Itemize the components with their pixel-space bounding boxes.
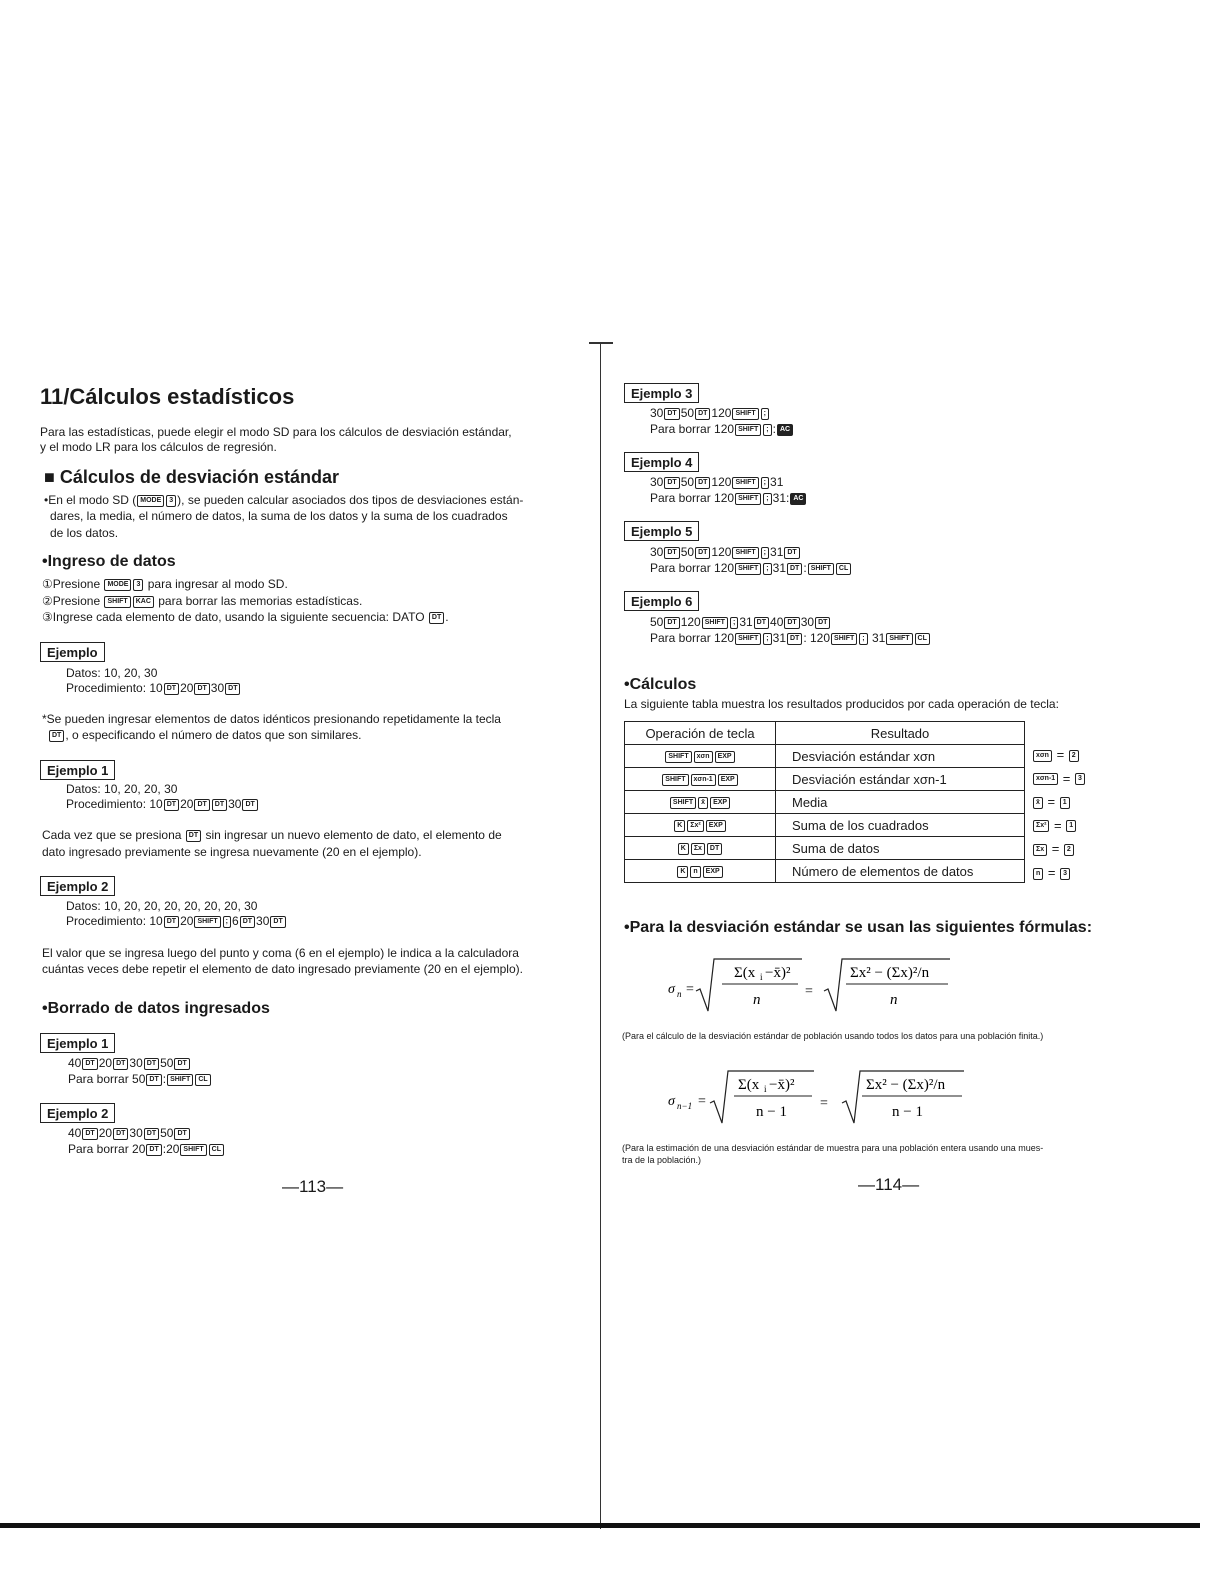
ej3-borrar: Para borrar 120 SHIFT ; : AC [650,422,794,437]
shift-key-icon: SHIFT [808,563,834,575]
digit-key-icon: 2 [1064,844,1074,856]
dt-key-icon: DT [754,617,769,629]
key-icon: xσn [1033,750,1052,762]
step-3: ③Ingrese cada elemento de dato, usando la siguiente secuencia: DATO DT . [42,610,449,624]
para-borrar-label: Para borrar [650,561,711,575]
dt-key-icon: DT [664,547,679,559]
table-header-cell: Resultado [776,722,1025,745]
dt-key-icon: DT [664,477,679,489]
side-row: Σx = 2 [1032,837,1086,861]
side-row: xσn-1 = 3 [1032,767,1086,791]
key-icon: EXP [703,866,723,878]
key-icon: EXP [710,797,730,809]
ejemplo-6-box: Ejemplo 6 [624,591,699,611]
ejemplo-2-procedimiento: Procedimiento: 10 DT 20 SHIFT ; 6 DT 30 DT [66,914,287,929]
note-1a: *Se pueden ingresar elementos de datos idénticos presionando repetidamente la tecla [42,712,501,726]
key-icon: Σx² [1033,820,1049,832]
para-borrar-label: Para borrar [68,1142,129,1156]
ejemplo-1-box: Ejemplo 1 [40,760,115,780]
digit-key-icon: 2 [1069,750,1079,762]
step-1b: para ingresar al modo SD. [147,577,288,591]
shift-key-icon: SHIFT [735,424,761,436]
semicolon-key-icon: ; [763,493,771,505]
key-icon: K [677,866,688,878]
step-2b: para borrar las memorias estadísticas. [158,594,363,608]
shift-key-icon: SHIFT [732,477,758,489]
dt-key-icon: DT [144,1128,159,1140]
dt-key-icon: DT [784,617,799,629]
para-borrar-label: Para borrar [68,1072,129,1086]
dt-key-icon: DT [194,799,209,811]
dt-key-icon: DT [82,1058,97,1070]
note-1b-text: , o especificando el número de datos que son similares. [65,728,362,742]
formula-sigma-n-1-graphic [664,1065,974,1129]
result-cell: Desviación estándar xσn-1 [776,768,1025,791]
key-3-icon: 3 [133,579,143,591]
dt-key-icon: DT [146,1144,161,1156]
dt-key-icon: DT [787,563,802,575]
ejemplo-datos: Datos: 10, 20, 30 [66,666,158,680]
cl-key-icon: CL [836,563,851,575]
mode-key-icon: MODE [137,495,164,507]
dt-key-icon: DT [784,547,799,559]
dt-key-icon: DT [270,916,285,928]
result-cell: Desviación estándar xσn [776,745,1025,768]
digit-key-icon: 3 [1075,773,1085,785]
table-header-cell: Operación de tecla [625,722,776,745]
svg-text:n: n [677,989,682,999]
shift-key-icon: SHIFT [732,547,758,559]
svg-text:=: = [698,1094,706,1109]
note-1b [48,728,362,743]
key-icon: EXP [706,820,726,832]
shift-key-icon: SHIFT [194,916,220,928]
formula-1-note: (Para el cálculo de la desviación estándar de población usando todos los datos para una población finita.) [622,1031,1044,1041]
formulas-heading: •Para la desviación estándar se usan las siguientes fórmulas: [624,919,1093,936]
ej5-seq: 30 DT 50 DT 120 SHIFT ; 31 DT [650,545,801,560]
shift-key-icon: SHIFT [104,596,130,608]
result-cell: Suma de los cuadrados [776,814,1025,837]
cl-key-icon: CL [209,1144,224,1156]
side-key-legend [1032,743,1086,885]
intro-line-1: Para las estadísticas, puede elegir el modo SD para los cálculos de desviación estándar, [40,425,512,439]
svg-text:σ: σ [668,982,675,997]
side-row: Σx² = 1 [1032,814,1086,838]
dt-key-icon: DT [174,1058,189,1070]
svg-text:n: n [890,992,898,1008]
key-icon: n [1033,868,1043,880]
page-title: 11/Cálculos estadísticos [40,384,295,409]
ejemplo-4-box: Ejemplo 4 [624,452,699,472]
note-3b: cuántas veces debe repetir el elemento de dato ingresado previamente (20 en el ejemplo). [42,962,523,976]
borrado-ejemplo-2-box: Ejemplo 2 [40,1103,115,1123]
section-para-1b: ), se pueden calcular asociados dos tipos de desviaciones están- [177,493,524,507]
svg-text:n: n [753,992,761,1008]
note-2a1: Cada vez que se presiona [42,828,182,842]
svg-text:σ: σ [668,1094,675,1109]
proc-label: Procedimiento: [66,797,147,811]
key-icon: EXP [715,751,735,763]
key-sequence-cell [625,814,776,837]
key-icon: Σx [1033,844,1047,856]
ej6-borrar: Para borrar 120 SHIFT ; 31 DT : 120 SHIFT ; 31 SHIFT CL [650,631,931,646]
semicolon-key-icon: ; [223,916,231,928]
note-2a2: sin ingresar un nuevo elemento de dato, el elemento de [205,828,502,842]
svg-text:Σx² − (Σx)²/n: Σx² − (Σx)²/n [850,965,930,981]
shift-key-icon: SHIFT [180,1144,206,1156]
key-sequence-cell [625,860,776,883]
formula-2-note-b: tra de la población.) [622,1155,702,1165]
ej6-seq: 50 DT 120 SHIFT ; 31 DT 40 DT 30 DT [650,615,831,630]
formula-2-note-a: (Para la estimación de una desviación estándar de muestra para una población entera usando una mues- [622,1143,1044,1153]
svg-text:Σ(x: Σ(x [738,1077,760,1093]
key-sequence-cell [625,745,776,768]
key-icon: SHIFT [670,797,696,809]
dt-key-icon: DT [146,1074,161,1086]
dt-key-icon: DT [164,799,179,811]
table-header-row [625,722,1025,745]
page-number-114: —114— [858,1175,920,1194]
svg-text:n−1: n−1 [677,1101,693,1111]
table-row [625,860,1025,883]
borrado-ej1-borrar: Para borrar 50 DT : SHIFT CL [68,1072,212,1087]
svg-text:=: = [820,1096,828,1111]
key-icon: K [678,843,689,855]
side-row: x̄ = 1 [1032,790,1086,814]
borrado-heading: •Borrado de datos ingresados [42,1000,270,1017]
semicolon-key-icon: ; [730,617,738,629]
ej5-borrar: Para borrar 120 SHIFT ; 31 DT : SHIFT CL [650,561,852,576]
ejemplo-1-datos: Datos: 10, 20, 20, 30 [66,782,178,796]
result-cell: Suma de datos [776,837,1025,860]
cl-key-icon: CL [195,1074,210,1086]
borrado-ej2-borrar: Para borrar 20 DT :20 SHIFT CL [68,1142,225,1157]
ingreso-heading: •Ingreso de datos [42,553,176,570]
ac-key-icon: AC [790,493,806,505]
dt-key-icon: DT [164,916,179,928]
section-para-2: dares, la media, el número de datos, la suma de los datos y la suma de los cuadrados [50,509,508,523]
dt-key-icon: DT [212,799,227,811]
ej4-borrar: Para borrar 120 SHIFT ; 31: AC [650,491,807,506]
digit-key-icon: 1 [1060,797,1070,809]
svg-text:Σ(x: Σ(x [734,965,756,981]
formula-sigma-n-graphic [664,953,964,1017]
shift-key-icon: SHIFT [735,633,761,645]
key-icon: x̄ [698,797,708,809]
key-sequence-cell [625,768,776,791]
dt-key-icon: DT [664,408,679,420]
dt-key-icon: DT [113,1128,128,1140]
ej3-seq: 30 DT 50 DT 120 SHIFT ; [650,406,770,421]
svg-text:Σx² − (Σx)²/n: Σx² − (Σx)²/n [866,1077,946,1093]
note-2a [42,828,502,843]
dt-key-icon: DT [242,799,257,811]
dt-key-icon: DT [164,683,179,695]
key-icon: xσn-1 [1033,773,1058,785]
svg-text:−x̄)²: −x̄)² [765,965,791,981]
mode-key-icon: MODE [104,579,131,591]
key-icon: xσn-1 [691,774,716,786]
ejemplo-1-procedimiento: Procedimiento: 10 DT 20 DT DT 30 DT [66,797,259,812]
formula-sigma-n-1 [664,1065,974,1129]
shift-key-icon: SHIFT [735,493,761,505]
step-3a: ③Ingrese cada elemento de dato, usando la siguiente secuencia: DATO [42,610,425,624]
dt-key-icon: DT [787,633,802,645]
table-row [625,768,1025,791]
borrado-ejemplo-1-box: Ejemplo 1 [40,1033,115,1053]
semicolon-key-icon: ; [761,477,769,489]
shift-key-icon: SHIFT [735,563,761,575]
semicolon-key-icon: ; [761,408,769,420]
calculos-heading: •Cálculos [624,676,697,693]
cl-key-icon: CL [915,633,930,645]
section-heading: ■ Cálculos de desviación estándar [44,467,339,487]
key-sequence-cell [625,837,776,860]
dt-key-icon: DT [113,1058,128,1070]
bottom-rule [0,1523,1200,1528]
section-para-1 [44,493,523,508]
ejemplo-procedimiento: Procedimiento: 10 DT 20 DT 30 DT [66,681,241,696]
para-borrar-label: Para borrar [650,422,711,436]
svg-text:n − 1: n − 1 [756,1104,787,1120]
digit-key-icon: 1 [1066,820,1076,832]
dt-key-icon: DT [174,1128,189,1140]
key-icon: SHIFT [662,774,688,786]
key-icon: x̄ [1033,797,1043,809]
section-para-1a: •En el modo SD ( [44,493,137,507]
key-icon: n [690,866,700,878]
para-borrar-label: Para borrar [650,491,711,505]
svg-text:=: = [805,984,813,999]
digit-key-icon: 3 [1060,868,1070,880]
page-divider [600,343,601,1529]
note-3a: El valor que se ingresa luego del punto y coma (6 en el ejemplo) le indica a la calculadora [42,946,519,960]
step-1a: ①Presione [42,577,101,591]
key-icon: SHIFT [665,751,691,763]
key-3-icon: 3 [166,495,176,507]
step-2a: ②Presione [42,594,101,608]
table-row [625,837,1025,860]
dt-key-icon: DT [82,1128,97,1140]
shift-key-icon: SHIFT [702,617,728,629]
dt-key-icon: DT [695,547,710,559]
key-icon: xσn [694,751,713,763]
shift-key-icon: SHIFT [831,633,857,645]
svg-text:i: i [760,972,763,982]
svg-text:i: i [764,1084,767,1094]
dt-key-icon: DT [695,477,710,489]
intro-line-2: y el modo LR para los cálculos de regresión. [40,440,277,454]
result-cell: Número de elementos de datos [776,860,1025,883]
shift-key-icon: SHIFT [732,408,758,420]
key-icon: EXP [718,774,738,786]
table-row [625,814,1025,837]
proc-label: Procedimiento: [66,681,147,695]
kac-key-icon: KAC [133,596,154,608]
calculos-intro: La siguiente tabla muestra los resultados producidos por cada operación de tecla: [624,697,1059,711]
dt-key-icon: DT [225,683,240,695]
note-2b: dato ingresado previamente se ingresa nuevamente (20 en el ejemplo). [42,845,422,859]
dt-key-icon: DT [240,916,255,928]
ejemplo-2-box: Ejemplo 2 [40,876,115,896]
dt-key-icon: DT [695,408,710,420]
borrado-ej1-seq: 40 DT 20 DT 30 DT 50 DT [68,1056,191,1071]
semicolon-key-icon: ; [761,547,769,559]
svg-text:=: = [686,982,694,997]
table-row [625,745,1025,768]
key-icon: DT [707,843,722,855]
svg-text:n − 1: n − 1 [892,1104,923,1120]
side-row: xσn = 2 [1032,743,1086,767]
proc-label: Procedimiento: [66,914,147,928]
ejemplo-3-box: Ejemplo 3 [624,383,699,403]
semicolon-key-icon: ; [763,424,771,436]
shift-key-icon: SHIFT [886,633,912,645]
semicolon-key-icon: ; [763,633,771,645]
key-icon: K [674,820,685,832]
ejemplo-box: Ejemplo [40,642,105,662]
section-para-3: de los datos. [50,526,119,540]
side-row: n = 3 [1032,861,1086,885]
result-cell: Media [776,791,1025,814]
borrado-ej2-seq: 40 DT 20 DT 30 DT 50 DT [68,1126,191,1141]
dt-key-icon: DT [186,830,201,842]
dt-key-icon: DT [144,1058,159,1070]
dt-key-icon: DT [49,730,64,742]
ejemplo-5-box: Ejemplo 5 [624,521,699,541]
page-number-113: —113— [282,1177,344,1196]
step-2 [42,594,362,609]
shift-key-icon: SHIFT [167,1074,193,1086]
page-divider-cap [589,342,613,344]
para-borrar-label: Para borrar [650,631,711,645]
dt-key-icon: DT [815,617,830,629]
step-1 [42,577,288,592]
semicolon-key-icon: ; [859,633,867,645]
key-icon: Σx [691,843,705,855]
key-icon: Σx² [687,820,703,832]
dt-key-icon: DT [664,617,679,629]
dt-key-icon: DT [429,612,444,624]
formula-sigma-n [664,953,964,1017]
ac-key-icon: AC [777,424,793,436]
svg-text:−x̄)²: −x̄)² [769,1077,795,1093]
results-table [624,721,1025,883]
ejemplo-2-datos: Datos: 10, 20, 20, 20, 20, 20, 20, 30 [66,899,258,913]
semicolon-key-icon: ; [763,563,771,575]
dt-key-icon: DT [194,683,209,695]
key-sequence-cell [625,791,776,814]
table-row [625,791,1025,814]
ej4-seq: 30 DT 50 DT 120 SHIFT ; 31 [650,475,784,489]
